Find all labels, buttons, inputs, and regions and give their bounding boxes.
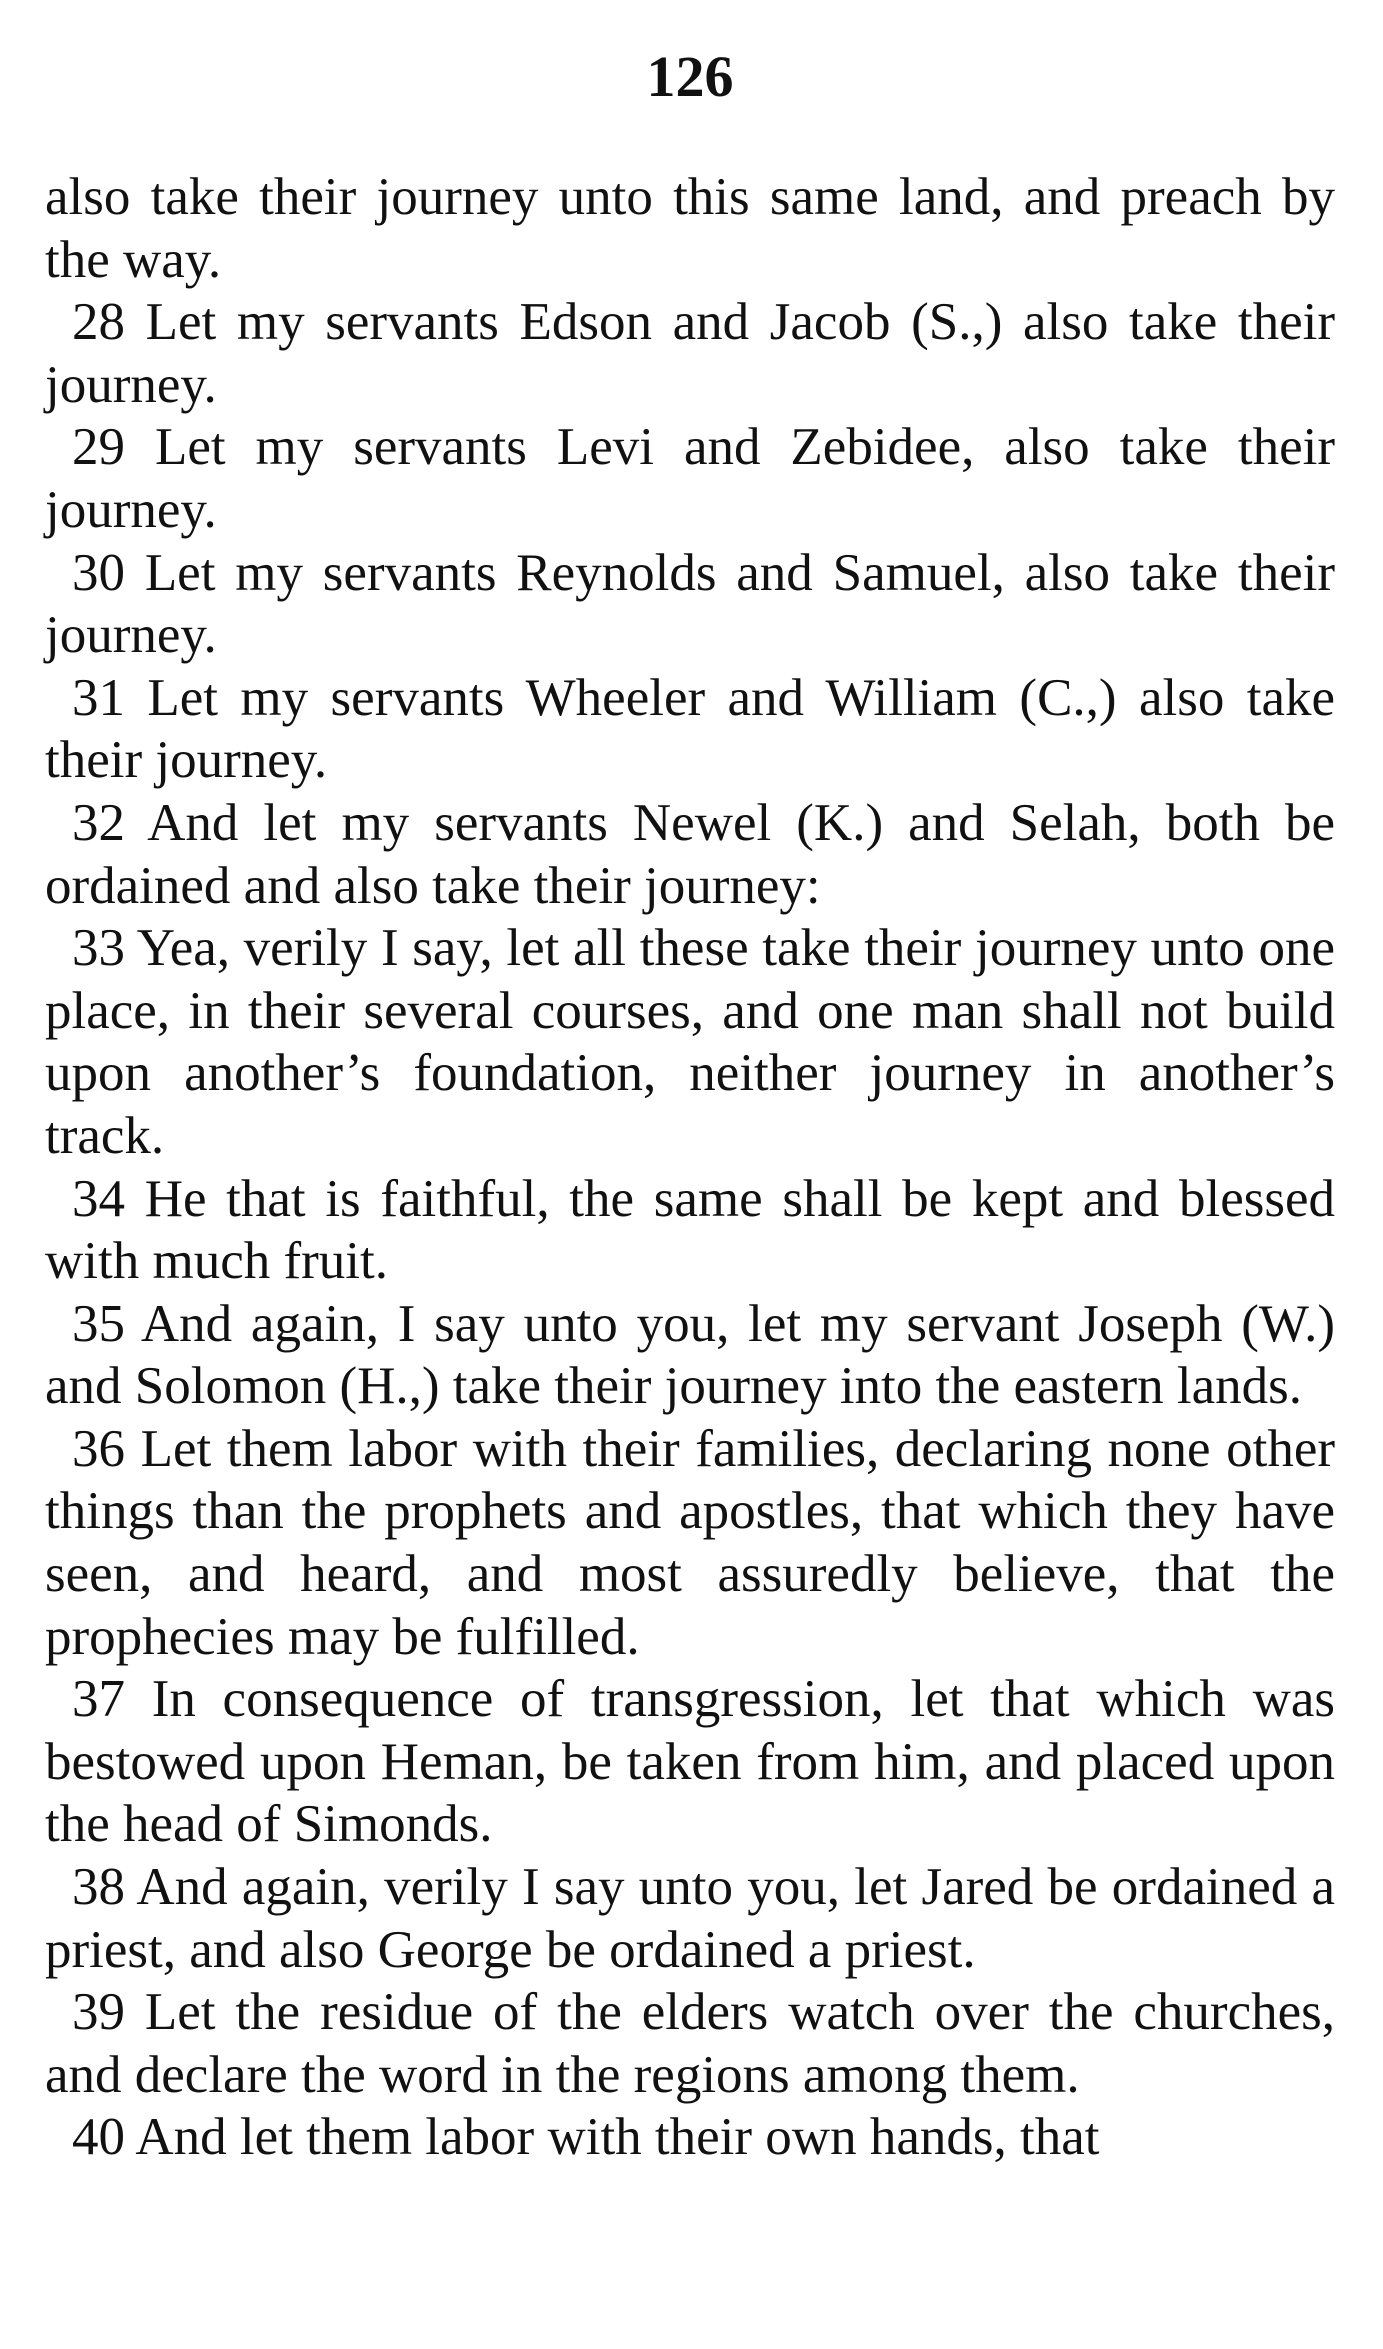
verse-text: Let my servants Edson and Jacob (S.,) also take their journey. <box>45 293 1336 414</box>
page-number: 126 <box>646 44 734 109</box>
verse-37 <box>45 1668 1335 1856</box>
verse-number: 34 <box>72 1169 125 1228</box>
verse-text: And let them labor with their own hands, that <box>135 2108 1100 2167</box>
verse-text: Let them labor with their families, declaring none other things than the prophets and apostles, that which they have seen, and heard, and most assuredly believe, that the prophecies may be fulfilled. <box>45 1419 1336 1666</box>
verse-text: Let my servants Levi and Zebidee, also take their journey. <box>45 418 1335 539</box>
verse-number: 40 <box>72 2108 125 2167</box>
verse-text: Yea, verily I say, let all these take their journey unto one place, in their several courses, and one man shall not build upon another’s foundation, neither journey in another’s track. <box>45 919 1335 1165</box>
text-body <box>45 166 1335 2169</box>
verse-28 <box>45 291 1335 416</box>
verse-number: 33 <box>72 919 125 978</box>
verse-text: Let the residue of the elders watch over the churches, and declare the word in the regions among them. <box>45 1983 1335 2104</box>
verse-34 <box>45 1168 1335 1293</box>
verse-38 <box>45 1856 1335 1981</box>
verse-text: And again, I say unto you, let my servant Joseph (W.) and Solomon (H.,) take their journey into the eastern lands. <box>45 1294 1335 1416</box>
verse-number: 35 <box>72 1294 125 1353</box>
verse-32 <box>45 792 1335 917</box>
paragraph-text: also take their journey unto this same land, and preach by the way. <box>45 168 1335 289</box>
verse-number: 32 <box>72 793 125 852</box>
verse-number: 28 <box>72 293 125 352</box>
verse-number: 37 <box>72 1670 125 1729</box>
verse-number: 31 <box>72 668 125 727</box>
verse-number: 30 <box>72 543 125 602</box>
verse-35 <box>45 1293 1335 1418</box>
verse-30 <box>45 542 1335 667</box>
verse-number: 38 <box>72 1858 125 1917</box>
verse-text: Let my servants Wheeler and William (C.,) also take their journey. <box>45 668 1336 790</box>
verse-number: 39 <box>72 1983 125 2042</box>
verse-36 <box>45 1418 1335 1668</box>
verse-text: And let my servants Newel (K.) and Selah, both be ordained and also take their journey: <box>45 793 1336 915</box>
verse-text: Let my servants Reynolds and Samuel, also take their journey. <box>45 543 1335 665</box>
verse-31 <box>45 667 1335 792</box>
verse-number: 36 <box>72 1419 125 1478</box>
verse-number: 29 <box>72 418 125 477</box>
paragraph-continuation <box>45 166 1335 291</box>
verse-text: He that is faithful, the same shall be kept and blessed with much fruit. <box>45 1169 1335 1291</box>
verse-29 <box>45 416 1335 541</box>
verse-33 <box>45 917 1335 1167</box>
verse-text: In consequence of transgression, let that which was bestowed upon Heman, be taken from him, and placed upon the head of Simonds. <box>45 1670 1335 1854</box>
verse-39 <box>45 1981 1335 2106</box>
document-page <box>45 0 1335 2349</box>
verse-40 <box>45 2106 1335 2169</box>
verse-text: And again, verily I say unto you, let Jared be ordained a priest, and also George be ordained a priest. <box>45 1858 1335 1979</box>
